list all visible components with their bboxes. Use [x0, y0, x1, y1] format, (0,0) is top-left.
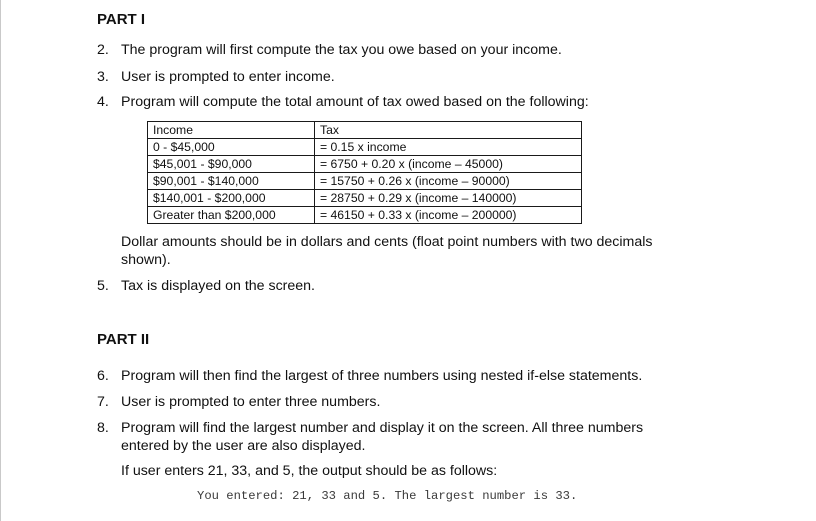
income-cell: Greater than $200,000: [148, 207, 315, 224]
list-text: User is prompted to enter income.: [121, 69, 335, 85]
page-left-edge: [0, 0, 1, 521]
list-text: The program will first compute the tax you owe based on your income.: [121, 42, 562, 58]
dollar-format-note: Dollar amounts should be in dollars and cents (float point numbers with two decimals shown).: [121, 234, 653, 268]
list-text: User is prompted to enter three numbers.: [121, 394, 381, 410]
table-row: [148, 173, 582, 190]
list-number: 4.: [97, 94, 109, 110]
tax-cell: = 6750 + 0.20 x (income – 45000): [315, 156, 582, 173]
list-text: Tax is displayed on the screen.: [121, 278, 316, 294]
list-text: Program will then find the largest of three numbers using nested if-else statements.: [121, 368, 643, 384]
column-header-tax: Tax: [315, 122, 582, 139]
tax-bracket-table: [147, 121, 582, 224]
list-number: 6.: [97, 368, 109, 384]
tax-cell: = 28750 + 0.29 x (income – 140000): [315, 190, 582, 207]
part-1-heading: PART I: [97, 11, 146, 28]
example-intro: If user enters 21, 33, and 5, the output should be as follows:: [121, 463, 498, 479]
column-header-income: Income: [148, 122, 315, 139]
part-2-heading: PART II: [97, 331, 150, 348]
list-text: Program will find the largest number and display it on the screen. All three numbers entered by the user are also displayed.: [121, 420, 644, 454]
list-number: 2.: [97, 42, 109, 58]
table-row: [148, 207, 582, 224]
tax-cell: = 46150 + 0.33 x (income – 200000): [315, 207, 582, 224]
list-text: Program will compute the total amount of tax owed based on the following:: [121, 94, 589, 110]
income-cell: 0 - $45,000: [148, 139, 315, 156]
income-cell: $45,001 - $90,000: [148, 156, 315, 173]
table-row: [148, 156, 582, 173]
table-row: [148, 139, 582, 156]
table-row: [148, 190, 582, 207]
list-number: 7.: [97, 394, 109, 410]
table-header-row: [148, 122, 582, 139]
list-number: 3.: [97, 69, 109, 85]
list-number: 5.: [97, 278, 109, 294]
list-number: 8.: [97, 420, 109, 436]
tax-cell: = 0.15 x income: [315, 139, 582, 156]
income-cell: $90,001 - $140,000: [148, 173, 315, 190]
example-output: You entered: 21, 33 and 5. The largest number is 33.: [197, 489, 578, 503]
income-cell: $140,001 - $200,000: [148, 190, 315, 207]
tax-cell: = 15750 + 0.26 x (income – 90000): [315, 173, 582, 190]
